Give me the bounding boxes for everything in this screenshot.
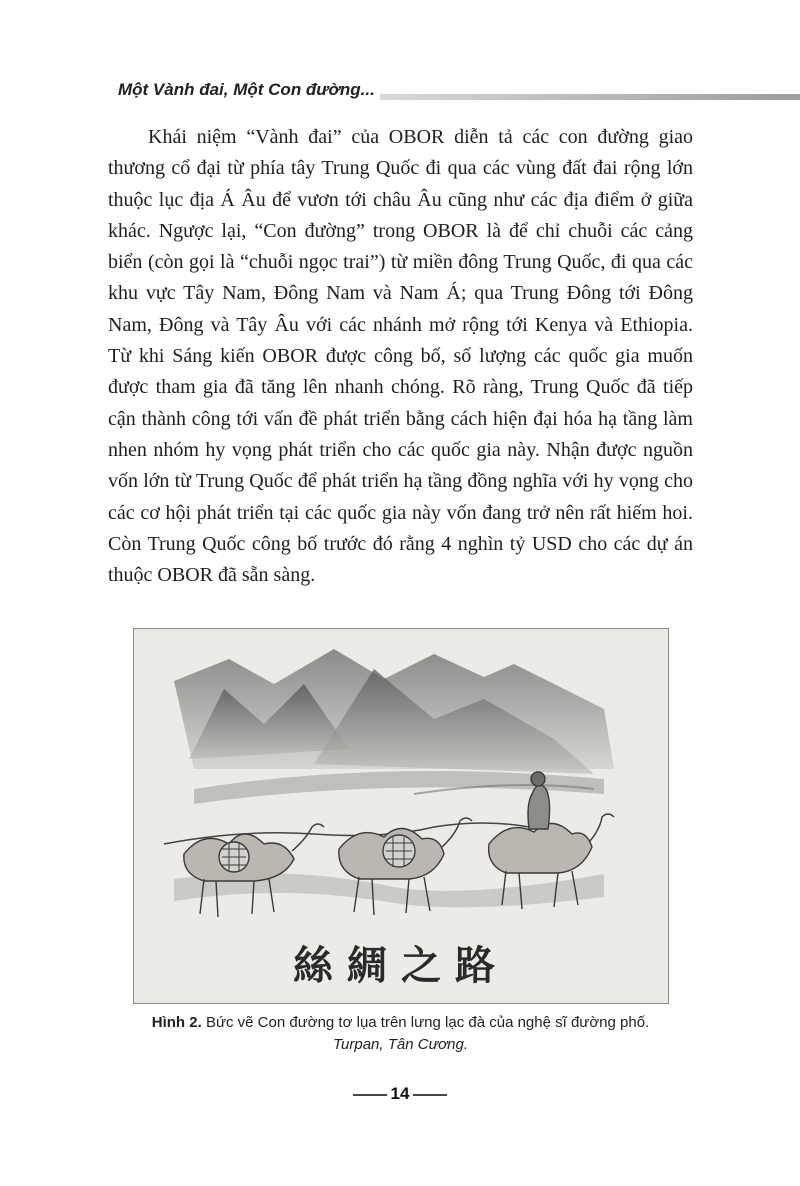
page-number [0,1084,800,1104]
page-number-rule-left [353,1094,387,1096]
page-number-rule-right [413,1094,447,1096]
calligraphy-title: 絲綢之路 [293,943,509,989]
running-header-title: Một Vành đai, Một Con đường... [118,80,375,99]
caption-text: Bức vẽ Con đường tơ lụa trên lưng lạc đà của nghệ sĩ đường phố. [205,1014,650,1031]
caption-label: Hình 2. [151,1014,202,1031]
running-header [118,78,800,108]
page-number-value: 14 [390,1084,410,1103]
caption-location: Turpan, Tân Cương. [332,1036,469,1053]
header-rule [380,94,800,100]
mountains [174,649,614,804]
body-paragraph [108,122,693,591]
ink-painting-illustration [134,629,668,1003]
figure-silk-road-painting [133,628,669,1004]
figure-caption [108,1012,693,1056]
body-paragraph-text: Khái niệm “Vành đai” của OBOR diễn tả các con đường giao thương cổ đại từ phía tây Trung Quốc đi qua các vùng đất đai rộng lớn thuộc lục địa Á Âu để vươn tới châu Âu cũng như các địa điểm ở giữa khác. Ngược lại, “Con đường” trong OBOR là để chỉ chuỗi các cảng biển (còn gọi là “chuỗi ngọc trai”) từ miền đông Trung Quốc, đi qua các khu vực Tây Nam, Đông Nam và Nam Á; qua Trung Đông tới Đông Nam, Đông và Tây Âu với các nhánh mở rộng tới Kenya và Ethiopia. Từ khi Sáng kiến OBOR được công bố, số lượng các quốc gia muốn được tham gia đã tăng lên nhanh chóng. Rõ ràng, Trung Quốc đã tiếp cận thành công tới vấn đề phát triển bằng cách hiện đại hóa hạ tầng làm nhen nhóm hy vọng phát triển cho các quốc gia này. Nhận được nguồn vốn lớn từ Trung Quốc để phát triển hạ tầng đồng nghĩa với hy vọng cho các cơ hội phát triển tại các quốc gia này vốn đang trở nên rất hiếm hoi. Còn Trung Quốc công bố trước đó rằng 4 nghìn tỷ USD cho các dự án thuộc OBOR đã sẵn sàng. [108,126,693,587]
